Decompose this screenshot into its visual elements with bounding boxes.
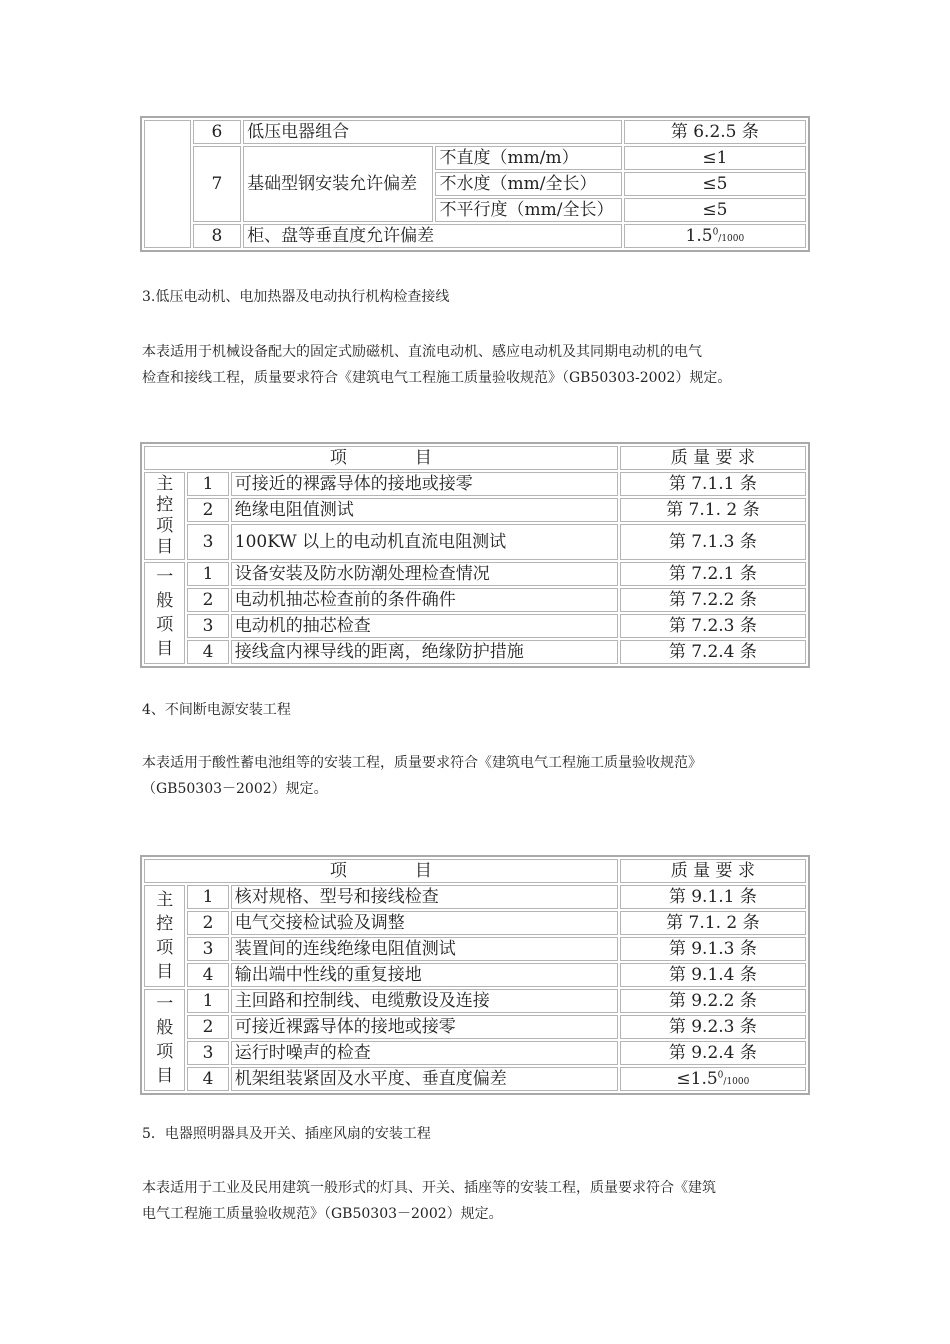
row-number: 3 [187,614,228,638]
requirement-cell: 第 9.2.3 条 [620,1015,806,1039]
item-cell: 电气交接检试验及调整 [231,911,618,935]
item-cell: 可接近裸露导体的接地或接零 [231,1015,618,1039]
table-row [144,885,806,909]
requirement-value: 1.5 [685,226,713,246]
row-number: 7 [193,146,242,222]
requirement-cell: 第 7.1.3 条 [620,524,806,560]
header-item-char-a: 项 [329,448,347,468]
section-5-paragraph-line-1: 本表适用于工业及民用建筑一般形式的灯具、开关、插座等的安装工程，质量要求符合《建筑 [142,1180,716,1196]
requirement-cell: 第 6.2.5 条 [624,120,806,144]
requirement-cell: ≤1 [624,146,806,170]
section-4-paragraph-line-1: 本表适用于酸性蓄电池组等的安装工程，质量要求符合《建筑电气工程施工质量验收规范》 [142,755,702,771]
item-cell: 绝缘电阻值测试 [231,498,618,522]
row-number: 2 [187,498,228,522]
table-row [144,588,806,612]
section-3-heading: 3.低压电动机、电加热器及电动执行机构检查接线 [142,289,450,305]
item-cell: 核对规格、型号和接线检查 [231,885,618,909]
table-motor-inspection [140,442,810,668]
group-main-control [144,472,185,560]
group-main-control-label: 主控项目 [156,474,174,557]
header-requirement: 质 量 要 求 [620,446,806,470]
item-cell: 机架组装紧固及水平度、垂直度偏差 [231,1067,618,1091]
requirement-cell: 第 9.1.3 条 [620,937,806,961]
table-row [144,614,806,638]
sub-item-cell: 不平行度（mm/全长） [435,198,621,222]
table-row [144,224,806,248]
sub-item-cell: 不水度（mm/全长） [435,172,621,196]
group-general [144,989,185,1091]
row-number: 3 [187,1041,228,1065]
table-header-row [144,859,806,883]
section-3-paragraph-line-1: 本表适用于机械设备配大的固定式励磁机、直流电动机、感应电动机及其同期电动机的电气 [142,344,702,360]
header-item [144,446,618,470]
requirement-cell [620,1067,806,1091]
row-number: 3 [187,524,228,560]
requirement-cell: 第 7.1. 2 条 [620,911,806,935]
table-row [144,1041,806,1065]
requirement-cell: 第 9.1.4 条 [620,963,806,987]
item-cell: 柜、盘等垂直度允许偏差 [243,224,622,248]
item-cell: 运行时噪声的检查 [231,1041,618,1065]
row-number: 4 [187,963,228,987]
row-number: 1 [187,989,228,1013]
requirement-cell: ≤5 [624,198,806,222]
row-number: 1 [187,562,228,586]
table-low-voltage-fragment [140,116,810,252]
requirement-subscript: /1000 [723,1077,750,1087]
header-item-char-a: 项 [329,861,347,881]
section-5-paragraph-line-2: 电气工程施工质量验收规范》（GB50303－2002）规定。 [142,1206,503,1222]
table-row [144,562,806,586]
row-number: 6 [193,120,242,144]
row-number: 4 [187,640,228,664]
table-row [144,640,806,664]
item-cell: 设备安装及防水防潮处理检查情况 [231,562,618,586]
requirement-cell: 第 7.1. 2 条 [620,498,806,522]
table-row [144,1015,806,1039]
item-cell: 装置间的连线绝缘电阻值测试 [231,937,618,961]
requirement-cell: 第 9.2.2 条 [620,989,806,1013]
table-row [144,1067,806,1091]
requirement-cell [624,224,806,248]
row-number: 1 [187,472,228,496]
table-row [144,146,806,170]
table-row [144,937,806,961]
row-number: 8 [193,224,242,248]
row-number: 2 [187,588,228,612]
row-number: 2 [187,1015,228,1039]
table-row [144,120,806,144]
section-4-paragraph-line-2: （GB50303－2002）规定。 [142,781,328,797]
requirement-cell: 第 7.1.1 条 [620,472,806,496]
table-header-row [144,446,806,470]
section-3-paragraph-line-2: 检查和接线工程，质量要求符合《建筑电气工程施工质量验收规范》（GB50303-2002）规定。 [142,370,732,386]
group-main-control-label: 主控项目 [156,890,174,982]
header-item-char-b: 目 [414,861,432,881]
group-general [144,562,185,664]
table-row [144,524,806,560]
item-cell: 电动机的抽芯检查 [231,614,618,638]
item-cell: 主回路和控制线、电缆敷设及连接 [231,989,618,1013]
requirement-cell: 第 7.2.1 条 [620,562,806,586]
row-number: 3 [187,937,228,961]
item-cell: 100KW 以上的电动机直流电阻测试 [231,524,618,560]
requirement-cell: 第 9.1.1 条 [620,885,806,909]
table-row [144,963,806,987]
item-cell: 输出端中性线的重复接地 [231,963,618,987]
item-cell: 电动机抽芯检查前的条件确件 [231,588,618,612]
requirement-cell: 第 9.2.4 条 [620,1041,806,1065]
requirement-cell: 第 7.2.3 条 [620,614,806,638]
requirement-superscript: 0 [712,227,719,238]
item-cell: 基础型钢安装允许偏差 [243,146,433,222]
requirement-subscript: /1000 [718,234,745,244]
row-number: 2 [187,911,228,935]
requirement-value: ≤1.5 [676,1069,718,1089]
header-item [144,859,618,883]
row-number: 4 [187,1067,228,1091]
section-4-heading: 4、不间断电源安装工程 [142,702,291,718]
row-number: 1 [187,885,228,909]
sub-item-cell: 不直度（mm/m） [435,146,621,170]
section-5-heading: 5．电器照明器具及开关、插座风扇的安装工程 [142,1126,431,1142]
header-item-char-b: 目 [414,448,432,468]
table-ups-installation [140,855,810,1095]
header-requirement: 质 量 要 求 [620,859,806,883]
item-cell: 低压电器组合 [243,120,622,144]
group-general-label: 一般项目 [156,567,174,659]
group-main-control [144,885,185,987]
item-cell: 可接近的裸露导体的接地或接零 [231,472,618,496]
table-row [144,989,806,1013]
requirement-cell: 第 7.2.2 条 [620,588,806,612]
table-row [144,498,806,522]
table-row [144,911,806,935]
requirement-cell: ≤5 [624,172,806,196]
requirement-cell: 第 7.2.4 条 [620,640,806,664]
table-row [144,472,806,496]
requirement-superscript: 0 [717,1070,724,1081]
item-cell: 接线盒内裸导线的距离，绝缘防护措施 [231,640,618,664]
group-general-label: 一般项目 [156,994,174,1086]
group-cell-empty [144,120,191,248]
